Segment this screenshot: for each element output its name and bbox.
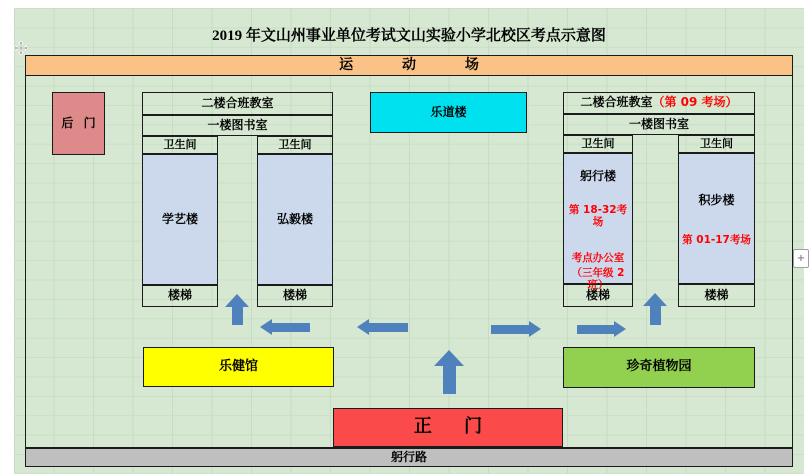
gongxing-building-name: 躬行楼	[579, 169, 616, 183]
jibu-building	[678, 153, 755, 284]
back-gate: 后 门	[52, 92, 105, 155]
jibu-building-name: 积步楼	[698, 193, 735, 207]
right-building-floor2-classroom	[563, 92, 755, 114]
exam-office-line2: （三年级 2 班）	[571, 266, 625, 292]
left-building-stairs-left: 楼梯	[142, 285, 218, 307]
right-building-floor1-library: 一楼图书室	[563, 114, 755, 135]
route-arrow-left-1-icon	[260, 319, 310, 335]
left-building-stairs-right: 楼梯	[257, 285, 333, 307]
route-arrow-right-1-icon	[491, 321, 541, 337]
right-building-stairs-left: 楼梯	[563, 284, 633, 307]
rare-plants-garden: 珍奇植物园	[563, 347, 755, 388]
left-building-floor2-classroom: 二楼合班教室	[142, 92, 333, 115]
gongxing-building	[563, 153, 633, 292]
playground-banner: 运 动 场	[25, 55, 793, 76]
route-arrow-up-right-corridor-icon	[643, 293, 667, 325]
xueyi-building: 学艺楼	[142, 154, 218, 285]
left-building-restroom-left: 卫生间	[142, 136, 218, 154]
exam-office-line1: 考点办公室	[571, 251, 625, 264]
route-arrow-up-left-corridor-icon	[225, 294, 249, 325]
right-building-restroom-right: 卫生间	[678, 135, 755, 153]
plus-handle-button[interactable]: +	[793, 249, 809, 268]
gongxing-road: 躬行路	[25, 448, 793, 467]
move-cursor-icon	[14, 40, 28, 54]
route-arrow-up-main-gate-icon	[434, 350, 464, 394]
exam-rooms-18-32: 第 18-32考场	[568, 203, 628, 228]
lejian-gym: 乐健馆	[143, 347, 334, 387]
left-building-floor1-library: 一楼图书室	[142, 115, 333, 136]
right-building-floor2-label: 二楼合班教室	[580, 95, 653, 110]
left-building-restroom-right: 卫生间	[257, 136, 333, 154]
right-building-restroom-left: 卫生间	[563, 135, 633, 153]
route-arrow-left-2-icon	[357, 319, 408, 335]
exam-rooms-01-17: 第 01-17考场	[682, 233, 751, 246]
route-arrow-right-2-icon	[577, 321, 626, 337]
page-title: 2019 年文山州事业单位考试文山实验小学北校区考点示意图	[212, 28, 606, 44]
ledao-building: 乐道楼	[370, 92, 527, 133]
right-building-stairs-right: 楼梯	[678, 284, 755, 307]
hongyi-building: 弘毅楼	[257, 154, 333, 285]
exam-room-09-note: （第 09 考场）	[652, 95, 738, 110]
main-gate: 正 门	[333, 408, 563, 447]
